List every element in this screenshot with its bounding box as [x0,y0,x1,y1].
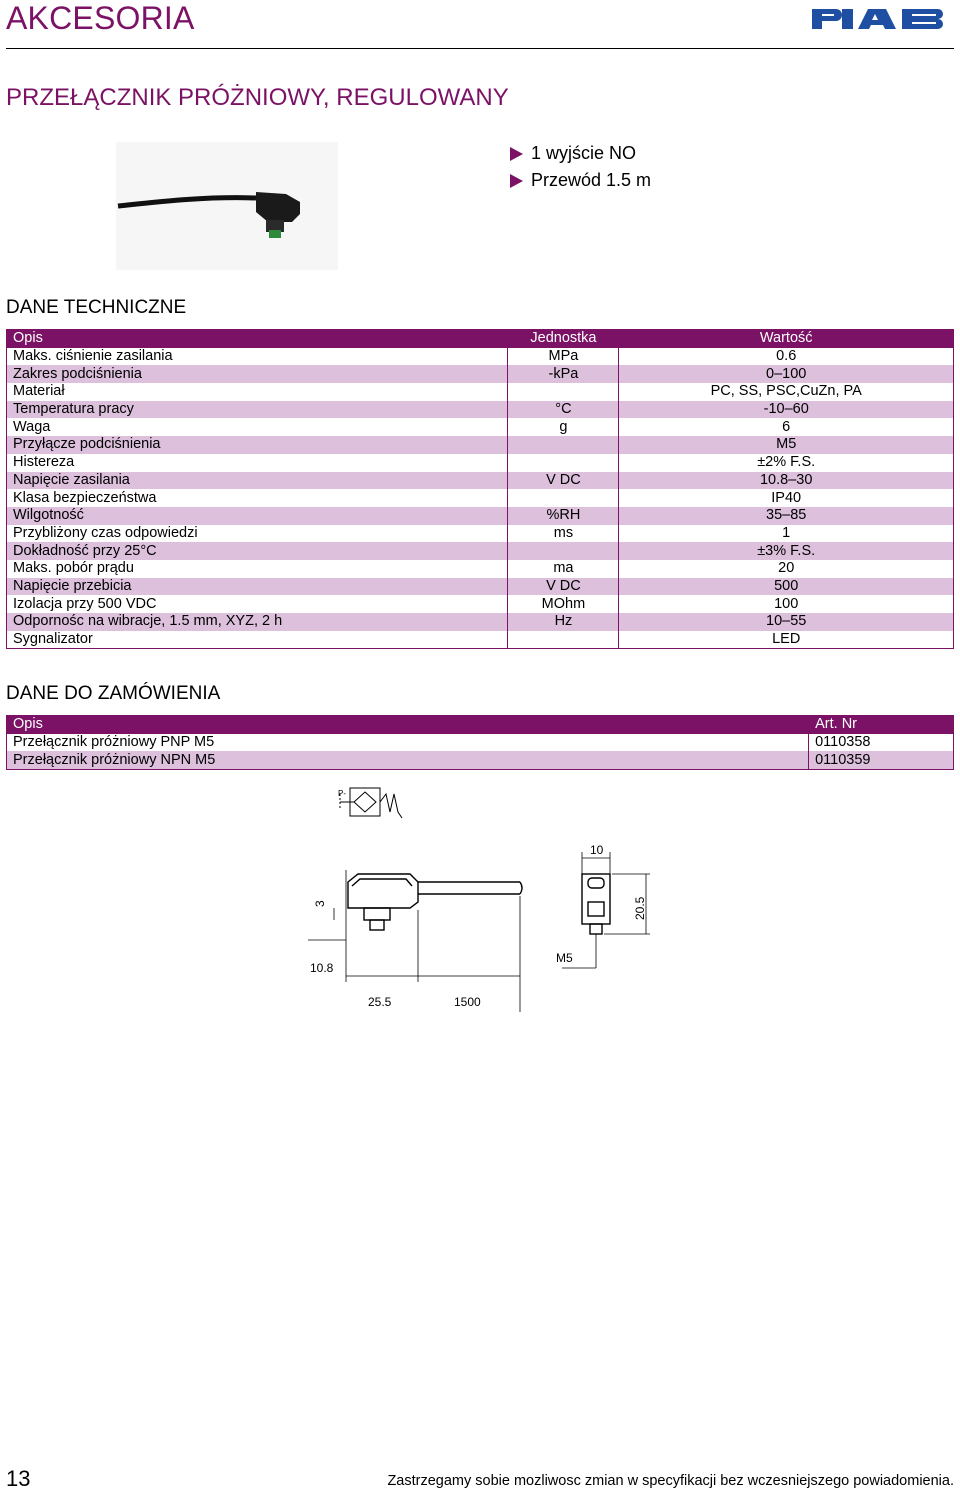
tech-row [7,525,954,543]
cell-unit: V DC [508,472,619,490]
cell-value: 0.6 [619,348,954,366]
switch-symbol-icon [340,788,402,818]
feature-list [510,140,651,194]
cell-description: Przyłącze podciśnienia [7,436,508,454]
cell-unit: MOhm [508,595,619,613]
cell-description: Przybliżony czas odpowiedzi [7,525,508,543]
cell-unit: °C [508,401,619,419]
tech-row [7,436,954,454]
category-title: AKCESORIA [6,0,195,36]
cell-description: Maks. pobór prądu [7,560,508,578]
page-number: 13 [6,1466,31,1491]
order-row [7,751,954,769]
bullet-arrow-icon [510,174,523,188]
cell-description: Napięcie przebicia [7,578,508,596]
footer-disclaimer: Zastrzegamy sobie mozliwosc zmian w specyfikacji bez wczesniejszego powiadomienia. [387,1473,954,1489]
cell-value: 0–100 [619,365,954,383]
col-header-description: Opis [7,330,508,348]
cell-value: 1 [619,525,954,543]
cell-description: Izolacja przy 500 VDC [7,595,508,613]
cell-description: Materiał [7,383,508,401]
cell-value: PC, SS, PSC,CuZn, PA [619,383,954,401]
dim-10: 10 [590,843,604,857]
symbol-label: P- [338,789,346,798]
cell-description: Waga [7,418,508,436]
cell-value: 500 [619,578,954,596]
tech-section-title: DANE TECHNICZNE [6,297,187,318]
cell-unit: -kPa [508,365,619,383]
cell-description: Przełącznik próżniowy PNP M5 [7,734,809,752]
cell-value: -10–60 [619,401,954,419]
dim-25-5: 25.5 [368,995,392,1009]
cell-value: IP40 [619,489,954,507]
tech-row [7,472,954,490]
cell-description: Dokładność przy 25°C [7,542,508,560]
tech-row [7,383,954,401]
tech-row [7,613,954,631]
tech-row [7,595,954,613]
tech-row [7,578,954,596]
header-rule [6,48,954,49]
technical-drawing [300,782,660,1022]
brand-logo [810,6,954,32]
tech-row [7,365,954,383]
cell-unit [508,542,619,560]
dim-1500: 1500 [454,995,481,1009]
tech-row [7,348,954,366]
cell-description: Klasa bezpieczeństwa [7,489,508,507]
cell-unit: V DC [508,578,619,596]
tech-table [6,329,954,649]
col-header-unit: Jednostka [508,330,619,348]
cell-unit: %RH [508,507,619,525]
cell-value: 20 [619,560,954,578]
tech-row [7,542,954,560]
cell-article: 0110358 [809,734,954,752]
cell-article: 0110359 [809,751,954,769]
cell-value: ±3% F.S. [619,542,954,560]
col-header-description: Opis [7,716,809,734]
cell-description: Przełącznik próżniowy NPN M5 [7,751,809,769]
cell-unit: Hz [508,613,619,631]
cell-description: Maks. ciśnienie zasilania [7,348,508,366]
dim-m5: M5 [556,951,573,965]
order-section-title: DANE DO ZAMÓWIENIA [6,683,221,704]
cell-value: LED [619,631,954,649]
cell-value: 10–55 [619,613,954,631]
product-title: PRZEŁĄCZNIK PRÓŻNIOWY, REGULOWANY [6,84,509,111]
cell-value: 100 [619,595,954,613]
cell-unit: ms [508,525,619,543]
tech-row [7,489,954,507]
dim-3: 3 [313,900,327,907]
cell-unit [508,454,619,472]
product-photo [116,142,338,270]
dim-20-5: 20.5 [633,896,647,920]
cell-unit: MPa [508,348,619,366]
cell-value: 35–85 [619,507,954,525]
col-header-value: Wartość [619,330,954,348]
order-table [6,715,954,770]
cell-value: M5 [619,436,954,454]
cell-value: 6 [619,418,954,436]
dim-10-8: 10.8 [310,961,334,975]
feature-item: 1 wyjście NO [510,140,651,167]
cell-unit [508,436,619,454]
col-header-article: Art. Nr [809,716,954,734]
cell-value: 10.8–30 [619,472,954,490]
cell-description: Histereza [7,454,508,472]
cell-value: ±2% F.S. [619,454,954,472]
tech-row [7,418,954,436]
cell-unit [508,383,619,401]
order-row [7,734,954,752]
bullet-arrow-icon [510,147,523,161]
tech-row [7,631,954,649]
tech-row [7,560,954,578]
cell-unit [508,489,619,507]
cell-description: Zakres podciśnienia [7,365,508,383]
cell-unit: g [508,418,619,436]
cell-description: Sygnalizator [7,631,508,649]
cell-description: Temperatura pracy [7,401,508,419]
cell-description: Napięcie zasilania [7,472,508,490]
cell-unit [508,631,619,649]
cell-description: Odpornośc na wibracje, 1.5 mm, XYZ, 2 h [7,613,508,631]
feature-item: Przewód 1.5 m [510,167,651,194]
tech-row [7,401,954,419]
tech-row [7,454,954,472]
cell-description: Wilgotność [7,507,508,525]
cell-unit: ma [508,560,619,578]
tech-row [7,507,954,525]
